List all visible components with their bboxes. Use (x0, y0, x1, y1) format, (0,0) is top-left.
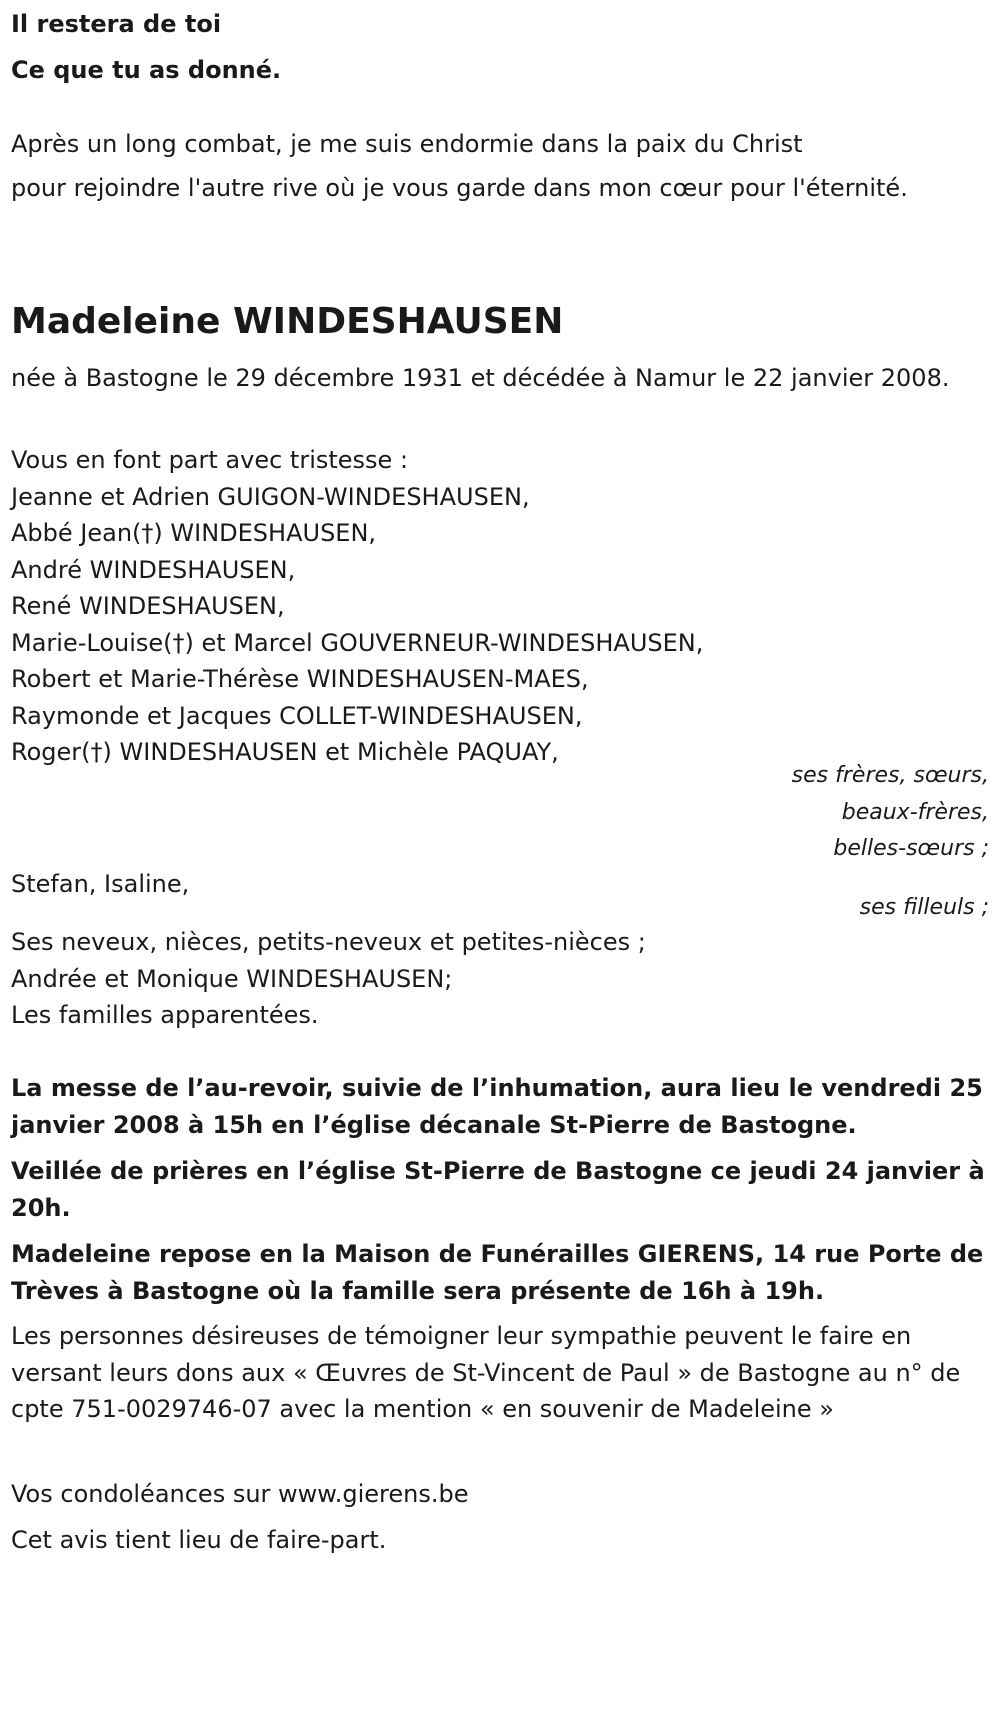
vigil-info: Veillée de prières en l’église St-Pierre de Bastogne ce jeudi 24 janvier à 20h. (11, 1157, 985, 1222)
relation-line: belles-sœurs ; (833, 836, 989, 861)
epigraph (11, 4, 989, 90)
relation-line: ses frères, sœurs, (791, 763, 989, 788)
godchildren-relation: ses filleuls ; (859, 895, 989, 920)
relative-line: Andrée et Monique WINDESHAUSEN; (11, 964, 453, 993)
epigraph-line-2: Ce que tu as donné. (11, 56, 282, 84)
announce-intro: Vous en font part avec tristesse : (11, 446, 409, 474)
family-line: Raymonde et Jacques COLLET-WINDESHAUSEN, (11, 701, 583, 730)
family-line: Roger(†) WINDESHAUSEN et Michèle PAQUAY, (11, 738, 559, 766)
relation-line: beaux-frères, (841, 799, 989, 825)
mass-info: La messe de l’au-revoir, suivie de l’inhumation, aura lieu le vendredi 25 janvier 2008 à 15h en l’église décanale St-Pierre de Bastogne. (11, 1074, 983, 1139)
intro-line-1: Après un long combat, je me suis endormie dans la paix du Christ (11, 130, 803, 158)
relative-line: Les familles apparentées. (11, 1001, 319, 1029)
intro-line-2: pour rejoindre l'autre rive où je vous garde dans mon cœur pour l'éternité. (11, 174, 908, 202)
intro-text (11, 124, 989, 206)
family-line: René WINDESHAUSEN, (11, 592, 285, 620)
obituary-notice (11, 0, 989, 1711)
siblings-relation (589, 758, 989, 868)
family-line: Abbé Jean(†) WINDESHAUSEN, (11, 519, 377, 547)
family-line: André WINDESHAUSEN, (11, 555, 296, 584)
other-relatives (11, 924, 989, 1034)
donations-info: Les personnes désireuses de témoigner leur sympathie peuvent le faire en versant leurs dons aux « Œuvres de St-Vincent de Paul » de Bastogne au n° de cpte 751-0029746-07 avec la mention « en souvenir de Madeleine » (11, 1322, 961, 1423)
family-list (11, 442, 989, 771)
rest-info: Madeleine repose en la Maison de Funérailles GIERENS, 14 rue Porte de Trèves à Bastogne où la famille sera présente de 16h à 19h. (11, 1240, 984, 1305)
relative-line: Ses neveux, nièces, petits-neveux et petites-nièces ; (11, 928, 646, 956)
family-line: Jeanne et Adrien GUIGON-WINDESHAUSEN, (11, 482, 530, 511)
closing-note: Cet avis tient lieu de faire-part. (11, 1526, 387, 1554)
family-line: Marie-Louise(†) et Marcel GOUVERNEUR-WINDESHAUSEN, (11, 628, 704, 657)
birth-death: née à Bastogne le 29 décembre 1931 et décédée à Namur le 22 janvier 2008. (11, 364, 950, 392)
family-line: Robert et Marie-Thérèse WINDESHAUSEN-MAES, (11, 665, 589, 693)
deceased-name: Madeleine WINDESHAUSEN (11, 301, 564, 342)
condolences-info: Vos condoléances sur www.gierens.be (11, 1480, 469, 1508)
godchildren: Stefan, Isaline, (11, 870, 190, 898)
epigraph-line-1: Il restera de toi (11, 10, 222, 38)
